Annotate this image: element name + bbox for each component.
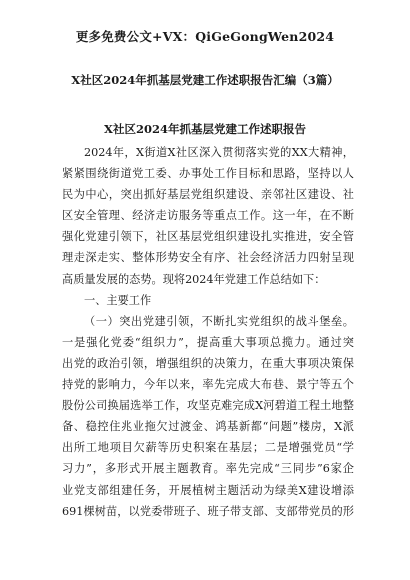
subheading-party-leadership: （一）突出党建引领，不断扎实党组织的战斗堡垒。: [84, 314, 354, 328]
body-line: 民为中心，突出抓好基层党组织建设、亲邻社区建设、社: [62, 188, 354, 202]
body-line: 出所工地项目欠薪等历史积案在基层；二是增强党员“学: [62, 441, 354, 455]
heading-main-work: 一、主要工作: [84, 293, 152, 307]
body-line: 高质量发展的态势。现将2024年党建工作总结如下：: [62, 272, 326, 286]
section-title: X社区2024年抓基层党建工作述职报告: [104, 122, 306, 136]
body-line: 一是强化党委“组织力”，提高重大事项总揽力。通过突: [62, 335, 354, 349]
document-body: [62, 142, 354, 522]
body-line: 区安全管理、经济走访服务等重点工作。这一年，在不断: [62, 209, 354, 223]
body-line: 691棵树苗，以党委带班子、班子带支部、支部带党员的形: [62, 504, 354, 518]
body-line: 持党的影响力，今年以来，率先完成大布巷、景宁等五个: [62, 378, 354, 392]
body-line: 股份公司换届选举工作，攻坚克难完成X河碧道工程土地整: [62, 399, 354, 413]
body-line: 2024年，X街道X社区深入贯彻落实党的XX大精神，: [84, 146, 354, 159]
body-line: 紧紧围绕街道党工委、办事处工作目标和思路，坚持以人: [62, 167, 354, 181]
promo-banner: 更多免费公文+VX：QiGeGongWen2024: [75, 29, 335, 44]
body-line: 强化党建引领下，社区基层党组织建设扎实推进，安全管: [62, 230, 354, 244]
body-line: 备、稳控住兆业拖欠过渡金、鸿基新都“问题”楼房，X派: [62, 420, 354, 434]
body-line: 业党支部组建任务，开展植树主题活动为绿美X建设增添: [62, 483, 354, 497]
body-line: 出党的政治引领，增强组织的决策力，在重大事项决策保: [62, 356, 354, 370]
body-line: 习力”，多形式开展主题教育。率先完成“三同步”6家企: [62, 462, 354, 476]
document-title: X社区2024年抓基层党建工作述职报告汇编（3篇）: [71, 73, 339, 87]
body-line: 理走深走实、整体形势安全有序、社会经济活力四射呈现: [62, 251, 354, 265]
